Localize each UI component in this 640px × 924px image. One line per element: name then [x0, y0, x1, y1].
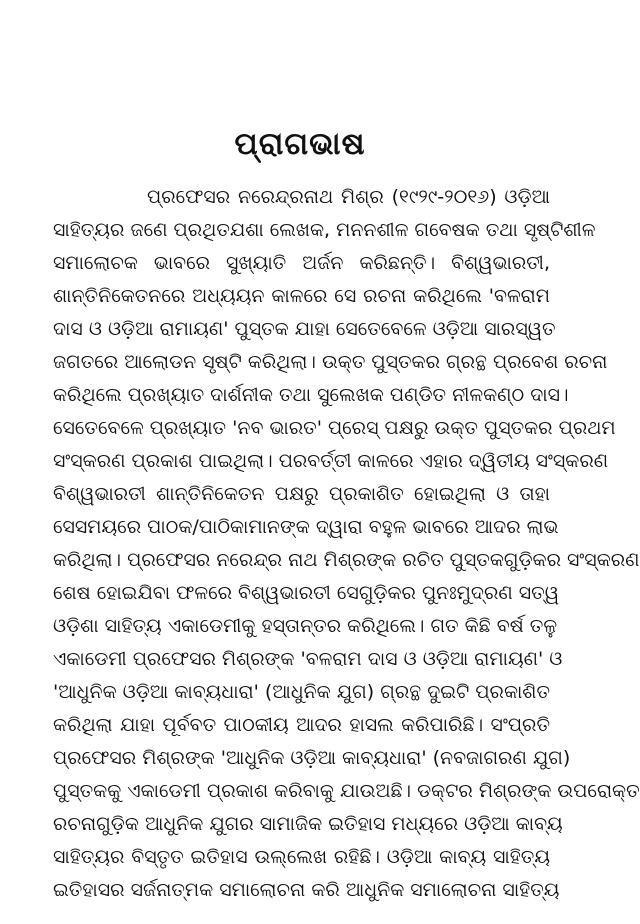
text-line: କରିଥିଲା। ପ୍ରଫେସର ନରେନ୍ଦ୍ର ନାଥ ମିଶ୍ରଙ୍କ ରଚିତ ପୁସ୍ତକଗୁଡ଼ିକର ସଂସ୍କରଣ [53, 549, 640, 571]
text-line: ସାହିତ୍ୟର ବିସ୍ତୃତ ଇତିହାସ ଉଲ୍ଲେଖ ରହିଛି। ଓଡ଼ିଆ କାବ୍ୟ ସାହିତ୍ୟ [53, 846, 550, 868]
text-line: ଜଗତରେ ଆଲୋଡନ ସୃଷ୍ଟି କରିଥିଲା। ଉକ୍ତ ପୁସ୍ତକର ଗ୍ରନ୍ଥ ପ୍ରବେଶ ରଚନା [53, 351, 608, 373]
page-title: ପ୍ରାଗଭାଷ [234, 126, 366, 162]
text-line: ଶେଷ ହୋଇଯିବା ଫଳରେ ବିଶ୍ୱଭାରତୀ ସେଗୁଡ଼ିକର ପୁନଃମୁଦ୍ରଣ ସତ୍ୱ [53, 582, 560, 604]
text-line: ପୁସ୍ତକକୁ ଏକାଡେମୀ ପ୍ରକାଶ କରିବାକୁ ଯାଉଅଛି। ଡକ୍ଟର ମିଶ୍ରଙ୍କ ଉପରୋକ୍ତ [53, 780, 640, 802]
text-line: ବିଶ୍ୱଭାରତୀ ଶାନ୍ତିନିକେତନ ପକ୍ଷରୁ ପ୍ରକାଶିତ ହୋଇଥିଲା ଓ ତାହା [53, 483, 550, 505]
text-line: ସେତେବେଳେ ପ୍ରଖ୍ୟାତ 'ନବ ଭାରତ' ପ୍ରେସ୍ ପକ୍ଷରୁ ଉକ୍ତ ପୁସ୍ତକର ପ୍ରଥମ [53, 417, 616, 439]
text-line: ରଚନାଗୁଡ଼ିକ ଆଧୁନିକ ଯୁଗର ସାମାଜିକ ଇତିହାସ ମଧ୍ୟରେ ଓଡ଼ିଆ କାବ୍ୟ [53, 813, 563, 835]
text-line: ପ୍ରଫେସର ନରେନ୍ଦ୍ରନାଥ ମିଶ୍ର (୧୯୨୯-୨୦୧୬) ଓଡ଼ିଆ [147, 186, 550, 208]
text-line: ସେସମୟରେ ପାଠକ/ପାଠିକାମାନଙ୍କ ଦ୍ୱାରା ବହୁଳ ଭାବରେ ଆଦର ଲାଭ [53, 516, 559, 538]
text-line: ଇତିହାସର ସର୍ଜନାତ୍ମକ ସମାଲୋଚନା କରି ଆଧୁନିକ ସମାଲୋଚନା ସାହିତ୍ୟ [53, 879, 560, 901]
text-line: ଶାନ୍ତିନିକେତନରେ ଅଧ୍ୟୟନ କାଳରେ ସେ ରଚନା କରିଥିଲେ 'ବଳରାମ [53, 285, 550, 307]
body-paragraph [53, 181, 640, 907]
text-line: ଦାସ ଓ ଓଡ଼ିଆ ରାମାୟଣ' ପୁସ୍ତକ ଯାହା ସେତେବେଳେ ଓଡ଼ିଆ ସାରସ୍ୱତ [53, 318, 556, 340]
text-line: ଏକାଡେମୀ ପ୍ରଫେସର ମିଶ୍ରଙ୍କ 'ବଳରାମ ଦାସ ଓ ଓଡ଼ିଆ ରାମାୟଣ' ଓ [53, 648, 563, 670]
text-line: କରିଥିଲା ଯାହା ପୂର୍ବବତ ପାଠକୀୟ ଆଦର ହାସଲ କରିପାରିଛି। ସଂପ୍ରତି [53, 714, 550, 736]
text-line: ସାହିତ୍ୟର ଜଣେ ପ୍ରଥିତଯଶା ଲେଖକ, ମନନଶୀଳ ଗବେଷକ ତଥା ସୃଷ୍ଟିଶୀଳ [53, 219, 596, 241]
text-line: ଓଡ଼ିଶା ସାହିତ୍ୟ ଏକାଡେମୀକୁ ହସ୍ତାନ୍ତର କରିଥିଲେ। ଗତ କିଛି ବର୍ଷ ତଳୁ [53, 615, 558, 637]
text-line: ପ୍ରଫେସର ମିଶ୍ରଙ୍କ 'ଆଧୁନିକ ଓଡ଼ିଆ କାବ୍ୟଧାରା' (ନବଜାଗରଣ ଯୁଗ) [53, 747, 571, 769]
text-line: ସମାଲୋଚକ ଭାବରେ ସୁଖ୍ୟାତି ଅର୍ଜନ କରିଛନ୍ତି। ବିଶ୍ୱଭାରତୀ, [53, 252, 550, 274]
text-line: ସଂସ୍କରଣ ପ୍ରକାଶ ପାଇଥିଲା। ପରବର୍ତ୍ତୀ କାଳରେ ଏହାର ଦ୍ୱିତୀୟ ସଂସ୍କରଣ [53, 450, 609, 472]
text-line: 'ଆଧୁନିକ ଓଡ଼ିଆ କାବ୍ୟଧାରା' (ଆଧୁନିକ ଯୁଗ) ଗ୍ରନ୍ଥ ଦୁଇଟି ପ୍ରକାଶିତ [53, 681, 550, 703]
text-line: କରିଥିଲେ ପ୍ରଖ୍ୟାତ ଦାର୍ଶନୀକ ତଥା ସୁଲେଖକ ପଣ୍ଡିତ ନୀଳକଣ୍ଠ ଦାସ। [53, 384, 569, 406]
